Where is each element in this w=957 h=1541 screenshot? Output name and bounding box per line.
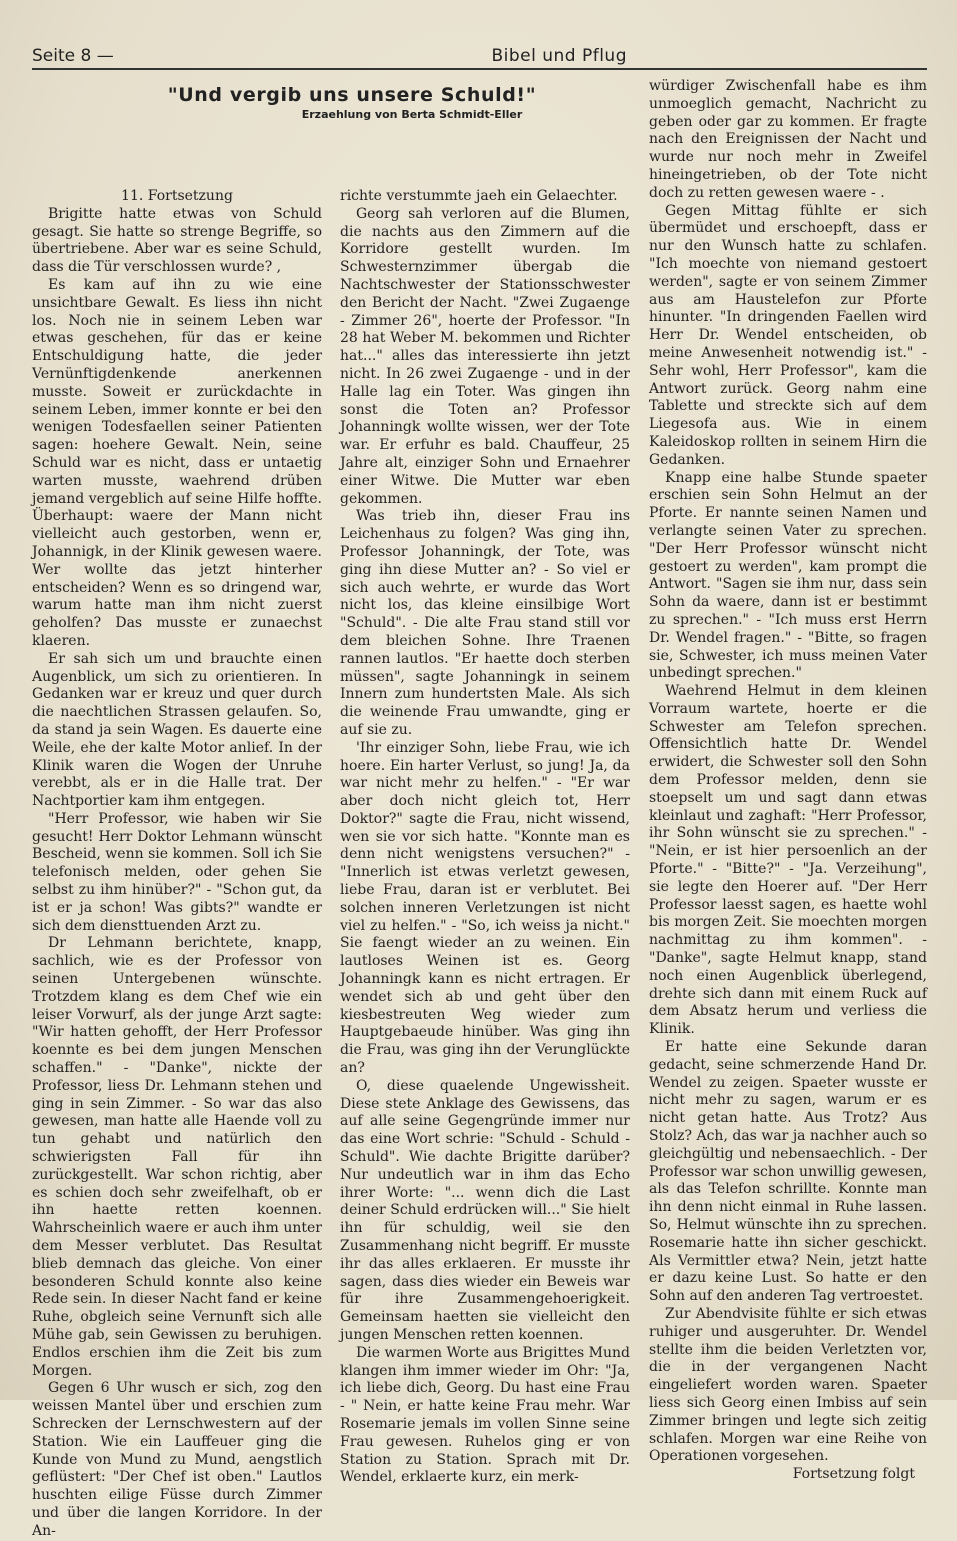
paragraph: Waehrend Helmut in dem kleinen Vorraum wartete, hoerte er die Schwester am Telefon sprechen. Offensichtlich hatte Dr. Wendel erwidert, die Schwester soll den Sohn dem Professor melden, denn sie stoepselt um und sagt dann etwas kleinlaut und zaghaft: "Herr Professor, ihr Sohn wünscht sie zu sprechen." - "Nein, er ist hier persoenlich an der Pforte." - "Bitte?" - "Ja. Verzeihung", sie legte den Hoerer auf. "Der Herr Professor laesst sagen, es haette wohl bis morgen Zeit. Sie moechten morgen nachmittag zu ihm kommen". - "Danke", sagte Helmut knapp, stand noch einen Augenblick überlegend, drehte sich dann mit einem Ruck auf dem Absatz herum und verliess die Klinik. — [649, 683, 927, 1038]
article-columns — [32, 70, 927, 1539]
paragraph: Dr Lehmann berichtete, knapp, sachlich, wie es der Professor von seinen Untergebenen wünschte. Trotzdem klang es dem Chef wie ein leiser Vorwurf, als der junge Arzt sagte: "Wir hatten gehofft, der Herr Professor koennte es bei dem jungen Menschen schaffen." - "Danke", nickte der Professor, liess Dr. Lehmann stehen und ging in sein Zimmer. - So war das also gewesen, man hatte alle Haende voll zu tun gehabt und natürlich den schwierigsten Fall für ihn zurückgestellt. War schon richtig, aber es schien doch sehr zweifelhaft, ob er ihn haette retten koennen. Wahrscheinlich waere er auch ihm unter dem Messer verblutet. Das Resultat blieb demnach das gleiche. Von einer besonderen Schuld konnte also keine Rede sein. In dieser Nacht fand er keine Ruhe, obgleich seine Vernunft sich alle Mühe gab, sein Gewissen zu beruhigen. Endlos erschien ihm die Zeit bis zum Morgen. — [32, 935, 322, 1379]
page-header — [32, 40, 927, 70]
paragraph: Gegen 6 Uhr wusch er sich, zog den weissen Mantel über und erschien zum Schrecken der Lernschwestern auf der Station. Wie ein Lauffeuer ging die Kunde von Mund zu Mund, aengstlich geflüstert: "Der Chef ist oben." Lautlos huschten eilige Füsse durch Zimmer und über die langen Korridore. In der An- — [32, 1380, 322, 1539]
column-1 — [32, 188, 322, 1541]
story-author: Erzaehlung von Berta Schmidt-Eller — [301, 108, 523, 121]
column-3 — [649, 78, 927, 1484]
paragraph: Er sah sich um und brauchte einen Augenblick, um sich zu orientieren. In Gedanken war er kreuz und quer durch die naechtlichen Strassen gelaufen. So, da stand ja sein Wagen. Es dauerte eine Weile, ehe der kalte Motor anlief. In der Klinik waren die Wogen der Unruhe verebbt, als er in die Halle trat. Der Nachtportier kam ihm entgegen. — [32, 650, 322, 810]
story-title: "Und vergib uns unsere Schuld!" — [167, 84, 537, 106]
column-2 — [340, 188, 630, 1487]
paragraph: Es kam auf ihn zu wie eine unsichtbare Gewalt. Es liess ihn nicht los. Noch nie in seinem Leben war etwas geschehen, für das er keine Entschuldigung hatte, die jeder Vernünftigdenkende anerkennen musste. Soweit er zurückdachte in seinem Leben, immer konnte er bei den wenigen Todesfaellen seiner Patienten sagen: hoehere Gewalt. Nein, seine Schuld war es nicht, dass er untaetig warten musste, waehrend drüben jemand vergeblich auf seine Hilfe hoffte. Überhaupt: waere der Mann nicht vielleicht auch gestorben, wenn er, Johannigk, in der Klinik gewesen waere. Wer wollte das jetzt hinterher entscheiden? Wenn es so dringend war, warum hatte man ihm nicht zuerst geholfen? Das musste er zunaechst klaeren. — [32, 276, 322, 649]
paragraph: Georg sah verloren auf die Blumen, die nachts aus den Zimmern auf die Korridore gestellt wurden. Im Schwesternzimmer übergab die Nachtschwester der Stationsschwester den Bericht der Nacht. "Zwei Zugaenge - Zimmer 26", hoerte der Professor. "In 28 hat Weber M. bekommen und Richter hat..." alles das interessierte ihn jetzt nicht. In 26 zwei Zugaenge - und in der Halle lag ein Toter. Was gingen ihn sonst die Toten an? Professor Johanningk wollte wissen, wer der Tote war. Er erfuhr es bald. Chauffeur, 25 Jahre alt, einziger Sohn und Ernaehrer einer Witwe. Die Mutter war eben gekommen. — [340, 205, 630, 507]
paragraph: Knapp eine halbe Stunde spaeter erschien sein Sohn Helmut an der Pforte. Er nannte seinen Namen und verlangte seinen Vater zu sprechen. "Der Herr Professor wünscht nicht gestoert zu werden", kam prompt die Antwort. "Sagen sie ihm nur, dass sein Sohn da waere, dann ist er bestimmt zu sprechen." - "Ich muss erst Herrn Dr. Wendel fragen." - "Bitte, so fragen sie, Schwester, ich muss meinen Vater unbedingt sprechen." — [649, 469, 927, 682]
paragraph: Die warmen Worte aus Brigittes Mund klangen ihm immer wieder im Ohr: "Ja, ich liebe dich, Georg. Du hast eine Frau - " Nein, er hatte keine Frau mehr. War Rosemarie jemals im vollen Sinne seine Frau gewesen. Ruhelos ging er von Station zu Station. Sprach mit Dr. Wendel, erklaerte kurz, ein merk- — [340, 1344, 630, 1486]
paragraph: Was trieb ihn, dieser Frau ins Leichenhaus zu folgen? Was ging ihn, Professor Johanningk, der Tote, was ging ihn diese Mutter an? - So viel er sich auch wehrte, er wurde das Wort nicht los, das kleine einsilbige Wort "Schuld". - Die alte Frau stand still vor dem bleichen Sohne. Ihre Traenen rannen lautlos. "Er haette doch sterben müssen", sagte Johanningk in seinem Innern zum hundertsten Male. Als sich die weinende Frau umwandte, ging er auf sie zu. — [340, 508, 630, 738]
paragraph: Brigitte hatte etwas von Schuld gesagt. Sie hatte so strenge Begriffe, so übertriebene. Aber war es seine Schuld, dass die Tür verschlossen wurde? , — [32, 205, 322, 276]
paragraph: "Herr Professor, wie haben wir Sie gesucht! Herr Doktor Lehmann wünscht Bescheid, wenn sie kommen. Soll ich Sie telefonisch melden, oder gehen Sie selbst zu ihm hinüber?" - "Schon gut, da ist er ja schon! Was gibts?" wandte er sich dem diensttuenden Arzt zu. — [32, 810, 322, 934]
installment-label: 11. Fortsetzung — [121, 188, 233, 204]
paragraph: Er hatte eine Sekunde daran gedacht, seine schmerzende Hand Dr. Wendel zu zeigen. Spaeter wusste er nicht mehr zu sagen, warum er es nicht getan hatte. Aus Trotz? Aus Stolz? Ach, das war ja nachher auch so gleichgültig und nebensaechlich. - Der Professor war schon unwillig gewesen, als das Telefon schrillte. Konnte man ihn denn nicht einmal in Ruhe lassen. So, Helmut wünschte ihn zu sprechen. Rosemarie hatte ihn sicher geschickt. Als Vermittler etwa? Nein, jetzt hatte er dazu keine Lust. So hatte er den Sohn auf den anderen Tag vertroestet. — [649, 1039, 927, 1305]
paragraph: 'Ihr einziger Sohn, liebe Frau, wie ich hoere. Ein harter Verlust, so jung! Ja, da war nicht mehr zu helfen." - "Er war aber doch nicht gleich tot, Herr Doktor?" sagte die Frau, nicht wissend, wen sie vor sich hatte. "Konnte man es denn nicht wenigstens versuchen?" - "Innerlich ist etwas verletzt gewesen, liebe Frau, daran ist er verblutet. Bei solchen inneren Verletzungen ist nicht viel zu helfen." - "So, ich weiss ja nicht." Sie faengt wieder an zu weinen. Ein lautloses Weinen ist es. Georg Johanningk kann es nicht ertragen. Er wendet sich ab und geht über den kiesbestreuten Weg wieder zum Hauptgebaeude hinüber. Was ging ihn die Frau, was ging ihn der Verunglückte an? — [340, 739, 630, 1077]
paragraph: O, diese quaelende Ungewissheit. Diese stete Anklage des Gewissens, das auf alle seine Gegengründe immer nur das eine Wort schrie: "Schuld - Schuld - Schuld". Wie dachte Brigitte darüber? Nur undeutlich war in ihm das Echo ihrer Worte: "... wenn dich die Last deiner Schuld erdrücken will..." Sie hielt ihn für schuldig, weil sie den Zusammenhang nicht begriff. Er musste ihr das alles erklaeren. Er musste ihr sagen, dass dies wieder ein Beweis war für ihre Zusammengehoerigkeit. Gemeinsam haetten sie vielleicht den jungen Menschen retten koennen. — [340, 1077, 630, 1343]
page-number: Seite 8 — — [32, 46, 114, 66]
story-heading — [72, 84, 632, 121]
paragraph: Zur Abendvisite fühlte er sich etwas ruhiger und ausgeruhter. Dr. Wendel stellte ihm die beiden Verletzten vor, die in der vergangenen Nacht eingeliefert worden waren. Spaeter liess sich Georg einen Imbiss auf sein Zimmer bringen und legte sich zeitig schlafen. Morgen war eine Reihe von Operationen vorgesehen. — [649, 1305, 927, 1465]
paragraph: richte verstummte jaeh ein Gelaechter. — [340, 188, 618, 204]
paragraph: würdiger Zwischenfall habe es ihm unmoeglich gemacht, Nachricht zu geben oder gar zu kommen. Er fragte nach den Ereignissen der Nacht und wurde nur noch mehr in Zweifel hineingetrieben, ob der Tote nicht doch zu retten gewesen waere - . — [649, 78, 927, 201]
paragraph: Gegen Mittag fühlte er sich übermüdet und erschoepft, dass er nur den Wunsch hatte zu schlafen. "Ich moechte von niemand gestoert werden", sagte er von seinem Zimmer aus am Haustelefon zur Pforte hinunter. "In dringenden Faellen wird Herr Dr. Wendel entscheiden, ob meine Anwesenheit notwendig ist." - Sehr wohl, Herr Professor", kam die Antwort zurück. Georg nahm eine Tablette und streckte sich auf dem Liegesofa aus. Wie in einem Kaleidoskop rollten in seinem Hirn die Gedanken. — [649, 202, 927, 468]
continued-note: Fortsetzung folgt — [792, 1466, 915, 1483]
paper-name: Bibel und Pflug — [491, 46, 627, 66]
